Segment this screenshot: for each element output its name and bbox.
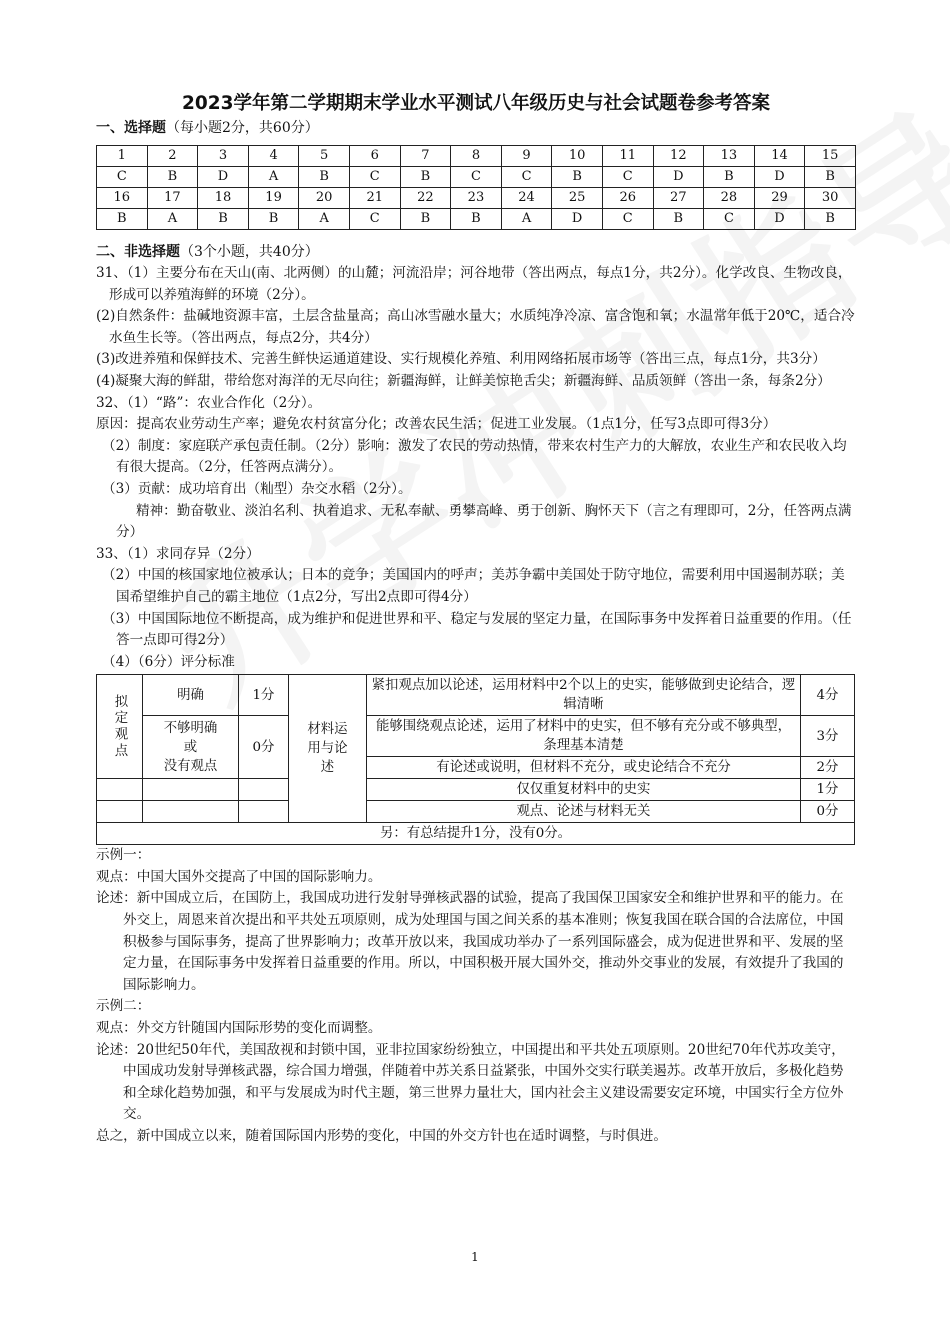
section-2-label: 二、非选择题 — [96, 244, 180, 260]
question-number-cell: 10 — [552, 146, 603, 167]
answer-key-row — [97, 167, 856, 188]
question-number-cell: 5 — [299, 146, 350, 167]
rubric-viewpoint-header: 拟定观点 — [97, 675, 143, 779]
question-number-cell: 3 — [198, 146, 249, 167]
answer-key-cell: C — [349, 209, 400, 230]
question-number-cell: 19 — [248, 188, 299, 209]
q33-part4: （4）（6分）评分标准 — [102, 653, 235, 670]
answer-key-cell: B — [198, 209, 249, 230]
answer-key-cell: C — [501, 167, 552, 188]
rubric-level-1-score: 1分 — [801, 779, 855, 801]
rubric-unclear — [143, 716, 239, 779]
answer-key-cell: B — [97, 209, 148, 230]
q31-part1: 31、（1）主要分布在天山(南、北两侧）的山麓；河流沿岸；河谷地带（答出两点，每点1分，共2分）。化学改良、生物改良，形成可以养殖海鲜的环境（2分）。 — [96, 265, 852, 303]
answer-key-cell: A — [248, 167, 299, 188]
rubric-empty-cell — [239, 779, 289, 801]
question-number-row — [97, 188, 856, 209]
answer-key-cell: D — [552, 209, 603, 230]
question-number-cell: 30 — [805, 188, 856, 209]
answer-key-cell: C — [602, 167, 653, 188]
question-number-cell: 9 — [501, 146, 552, 167]
question-31 — [96, 263, 856, 393]
answer-key-cell: C — [704, 209, 755, 230]
rubric-level-3: 能够围绕观点论述，运用了材料中的史实，但不够有充分或不够典型，条理基本清楚 — [367, 716, 801, 757]
example-2-summary: 总之，新中国成立以来，随着国际国内形势的变化，中国的外交方针也在适时调整，与时俱进。 — [96, 1128, 667, 1144]
question-number-cell: 7 — [400, 146, 451, 167]
question-number-cell: 2 — [147, 146, 198, 167]
question-32 — [96, 393, 856, 544]
question-number-cell: 23 — [451, 188, 502, 209]
answer-key-cell: D — [198, 167, 249, 188]
rubric-material-header — [289, 675, 367, 823]
example-1 — [96, 845, 856, 996]
rubric-level-0-score: 0分 — [801, 801, 855, 823]
question-number-cell: 21 — [349, 188, 400, 209]
page-number: 1 — [471, 1250, 479, 1264]
answer-key-cell: A — [501, 209, 552, 230]
answer-key-cell: B — [805, 167, 856, 188]
rubric-unclear-score: 0分 — [239, 716, 289, 779]
question-number-cell: 11 — [602, 146, 653, 167]
question-number-cell: 20 — [299, 188, 350, 209]
answer-key-cell: B — [805, 209, 856, 230]
question-number-cell: 12 — [653, 146, 704, 167]
rubric-unclear-line1: 不够明确 — [163, 720, 218, 736]
answer-key-cell: C — [451, 167, 502, 188]
answer-key-cell: C — [602, 209, 653, 230]
answer-key-cell: B — [653, 209, 704, 230]
q32-reason: 原因：提高农业劳动生产率；避免农村贫富分化；改善农民生活；促进工业发展。（1点1分，任写3点即可得3分） — [96, 416, 777, 433]
question-number-cell: 17 — [147, 188, 198, 209]
q33-part3: （3）中国国际地位不断提高，成为维护和促进世界和平、稳定与发展的坚定力量，在国际事务中发挥着日益重要的作用。（任答一点即可得2分） — [102, 610, 852, 649]
example-1-viewpoint: 观点：中国大国外交提高了中国的国际影响力。 — [96, 868, 382, 885]
answer-key-cell: C — [349, 167, 400, 188]
question-number-cell: 27 — [653, 188, 704, 209]
rubric-level-4: 紧扣观点加以论述，运用材料中2个以上的史实，能够做到史论结合，逻辑清晰 — [367, 675, 801, 716]
q31-part2: (2)自然条件：盐碱地资源丰富，土层含盐量高；高山冰雪融水量大；水质纯净冷凉、富含饱和氧；水温常年低于20℃，适合冷水鱼生长等。（答出两点，每点2分，共4分） — [96, 308, 855, 346]
q31-part3: (3)改进养殖和保鲜技术、完善生鲜快运通道建设、实行规模化养殖、利用网络拓展市场等（答出三点，每点1分，共3分） — [96, 351, 826, 368]
question-number-cell: 29 — [754, 188, 805, 209]
section-1-heading — [96, 118, 856, 139]
example-1-argument: 论述：新中国成立后，在国防上，我国成功进行发射导弹核武器的试验，提高了我国保卫国家安全和维护世界和平的能力。在外交上，周恩来首次提出和平共处五项原则，成为处理国与国之间关系的基本准则；恢复我国在联合国的合法席位，中国积极参与国际事务，提高了世界影响力；改革开放以来，我国成功举办了一系列国际盛会，成为促进世界和平、发展的坚定力量，在国际事务中发挥着日益重要的作用。所以，中国积极开展大国外交，推动外交事业的发展，有效提升了我国的国际影响力。 — [96, 890, 844, 993]
rubric-empty-cell — [143, 779, 239, 801]
question-number-row — [97, 146, 856, 167]
question-number-cell: 16 — [97, 188, 148, 209]
q33-part2: （2）中国的核国家地位被承认；日本的竞争；美国国内的呼声；美苏争霸中美国处于防守地位，需要利用中国遏制苏联；美国希望维护自己的霸主地位（1点2分，写出2点即可得4分） — [102, 567, 845, 605]
answer-key-cell: B — [147, 167, 198, 188]
answer-key-cell: C — [97, 167, 148, 188]
answer-key-cell: A — [147, 209, 198, 230]
rubric-clear-score: 1分 — [239, 675, 289, 716]
example-2-label: 示例二： — [96, 998, 151, 1015]
example-2-viewpoint: 观点：外交方针随国内国际形势的变化而调整。 — [96, 1020, 382, 1037]
choice-answer-table — [96, 145, 856, 230]
question-number-cell: 6 — [349, 146, 400, 167]
rubric-footer: 另：有总结提升1分，没有0分。 — [97, 823, 855, 845]
answer-key-cell: B — [400, 167, 451, 188]
answer-key-cell: B — [552, 167, 603, 188]
rubric-unclear-line2: 或 — [183, 739, 198, 755]
answer-key-cell: B — [299, 167, 350, 188]
rubric-table — [96, 674, 855, 845]
answer-key-cell: B — [451, 209, 502, 230]
question-number-cell: 8 — [451, 146, 502, 167]
rubric-unclear-line3: 没有观点 — [163, 758, 218, 774]
answer-key-row — [97, 209, 856, 230]
q33-part1: 33、（1）求同存异（2分） — [96, 545, 260, 562]
q32-part3: （3）贡献：成功培育出（籼型）杂交水稻（2分）。 — [102, 480, 412, 497]
question-number-cell: 1 — [97, 146, 148, 167]
question-number-cell: 28 — [704, 188, 755, 209]
section-1-label: 一、选择题 — [96, 120, 166, 136]
question-number-cell: 14 — [754, 146, 805, 167]
question-number-cell: 13 — [704, 146, 755, 167]
q32-spirit: 精神：勤奋敬业、淡泊名利、执着追求、无私奉献、勇攀高峰、勇于创新、胸怀天下（言之有理即可，2分，任答两点满分） — [116, 502, 852, 541]
answer-document — [96, 92, 856, 1148]
q32-part2: （2）制度：家庭联产承包责任制。（2分）影响：激发了农民的劳动热情，带来农村生产力的大解放，农业生产和农民收入均有很大提高。（2分，任答两点满分）。 — [102, 437, 847, 476]
rubric-level-0: 观点、论述与材料无关 — [367, 801, 801, 823]
rubric-clear: 明确 — [143, 675, 239, 716]
answer-key-cell: B — [248, 209, 299, 230]
rubric-empty-cell — [239, 801, 289, 823]
question-33 — [96, 544, 856, 674]
rubric-level-3-score: 3分 — [801, 716, 855, 757]
answer-key-cell: B — [704, 167, 755, 188]
section-2-note: （3个小题，共40分） — [180, 244, 319, 260]
answer-key-cell: A — [299, 209, 350, 230]
answer-key-cell: D — [754, 167, 805, 188]
example-1-label: 示例一： — [96, 847, 151, 864]
rubric-level-4-score: 4分 — [801, 675, 855, 716]
question-number-cell: 22 — [400, 188, 451, 209]
rubric-material-label: 材料运用与论述 — [307, 722, 348, 776]
question-number-cell: 18 — [198, 188, 249, 209]
rubric-level-2-score: 2分 — [801, 757, 855, 779]
section-2-heading — [96, 242, 856, 263]
page-title: 2023学年第二学期期末学业水平测试八年级历史与社会试题卷参考答案 — [182, 93, 770, 114]
rubric-level-2: 有论述或说明，但材料不充分，或史论结合不充分 — [367, 757, 801, 779]
question-number-cell: 26 — [602, 188, 653, 209]
question-number-cell: 15 — [805, 146, 856, 167]
rubric-empty-cell — [143, 801, 239, 823]
rubric-empty-cell — [97, 779, 143, 801]
rubric-empty-cell — [97, 801, 143, 823]
answer-key-cell: D — [653, 167, 704, 188]
question-number-cell: 4 — [248, 146, 299, 167]
rubric-level-1: 仅仅重复材料中的史实 — [367, 779, 801, 801]
example-2-argument: 论述：20世纪50年代，美国敌视和封锁中国，亚非拉国家纷纷独立，中国提出和平共处五项原则。20世纪70年代苏攻美守，中国成功发射导弹核武器，综合国力增强，伴随着中苏关系日益紧张，中国外交实行联美遏苏。改革开放后，多极化趋势和全球化趋势加强，和平与发展成为时代主题，第三世界力量壮大，国内社会主义建设需要安定环境，中国实行全方位外交。 — [96, 1041, 845, 1123]
answer-key-cell: D — [754, 209, 805, 230]
answer-key-cell: B — [400, 209, 451, 230]
section-1-note: （每小题2分，共60分） — [166, 120, 319, 136]
example-2 — [96, 996, 856, 1147]
question-number-cell: 24 — [501, 188, 552, 209]
q31-part4: (4)凝聚大海的鲜甜，带给您对海洋的无尽向往；新疆海鲜，让鲜美惊艳舌尖；新疆海鲜、品质领鲜（答出一条，每条2分） — [96, 372, 831, 389]
q32-part1: 32、（1）“路”：农业合作化（2分）。 — [96, 394, 322, 411]
question-number-cell: 25 — [552, 188, 603, 209]
